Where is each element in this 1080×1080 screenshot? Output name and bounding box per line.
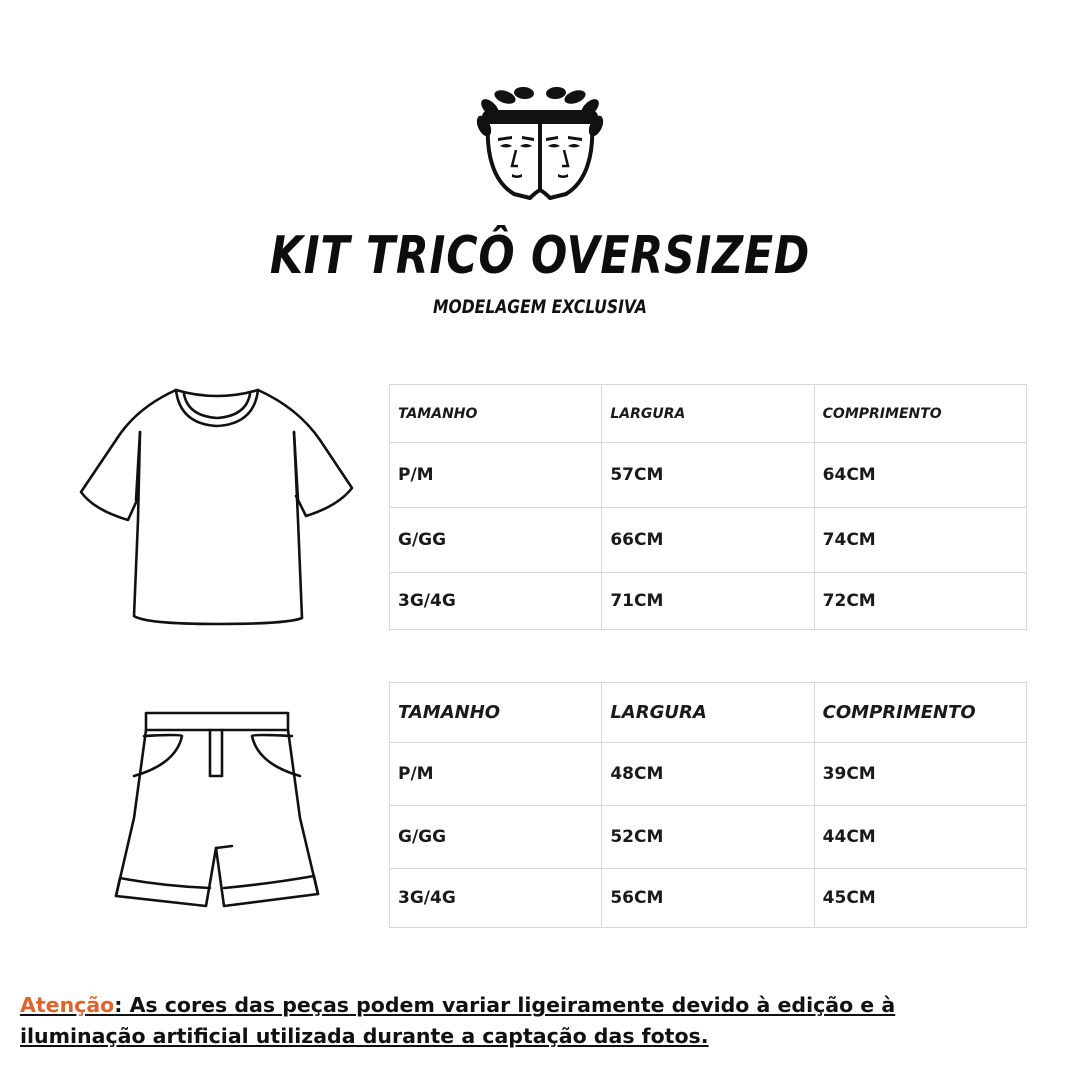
page-title: KIT TRICÔ OVERSIZED	[269, 226, 811, 286]
table-cell: 48CM	[602, 743, 814, 806]
page-subtitle: MODELAGEM EXCLUSIVA	[432, 296, 647, 318]
header-cell: TAMANHO	[390, 683, 602, 743]
twin-laurel-face-logo-icon	[472, 86, 608, 204]
color-disclaimer	[20, 990, 1020, 1052]
table-header-row	[390, 683, 1027, 743]
table-cell: 72CM	[814, 573, 1026, 630]
table-cell: 71CM	[602, 573, 814, 630]
table-cell: 66CM	[602, 508, 814, 573]
table-cell: 56CM	[602, 869, 814, 928]
table-cell: 74CM	[814, 508, 1026, 573]
shorts-outline-icon	[106, 708, 328, 914]
table-cell: P/M	[390, 443, 602, 508]
table-row	[390, 508, 1027, 573]
table-cell: 45CM	[814, 869, 1026, 928]
table-cell: G/GG	[390, 508, 602, 573]
shorts-size-table	[389, 682, 1027, 928]
table-cell: G/GG	[390, 806, 602, 869]
notice-text: : As cores das peças podem variar ligeiramente devido à edição e à iluminação artificial utilizada durante a captação das fotos.	[20, 993, 896, 1048]
table-row	[390, 573, 1027, 630]
table-cell: 3G/4G	[390, 573, 602, 630]
header-cell: COMPRIMENTO	[814, 385, 1026, 443]
table-header-row	[390, 385, 1027, 443]
header-cell: LARGURA	[602, 683, 814, 743]
table-cell: 44CM	[814, 806, 1026, 869]
table-row	[390, 806, 1027, 869]
header-cell: LARGURA	[602, 385, 814, 443]
table-cell: 39CM	[814, 743, 1026, 806]
header-cell: COMPRIMENTO	[814, 683, 1026, 743]
tshirt-outline-icon	[76, 380, 358, 632]
table-cell: 52CM	[602, 806, 814, 869]
table-row	[390, 869, 1027, 928]
table-cell: 64CM	[814, 443, 1026, 508]
shirt-size-table	[389, 384, 1027, 630]
table-row	[390, 743, 1027, 806]
notice-label: Atenção	[20, 993, 115, 1017]
header-cell: TAMANHO	[390, 385, 602, 443]
table-cell: P/M	[390, 743, 602, 806]
table-cell: 3G/4G	[390, 869, 602, 928]
table-row	[390, 443, 1027, 508]
table-cell: 57CM	[602, 443, 814, 508]
